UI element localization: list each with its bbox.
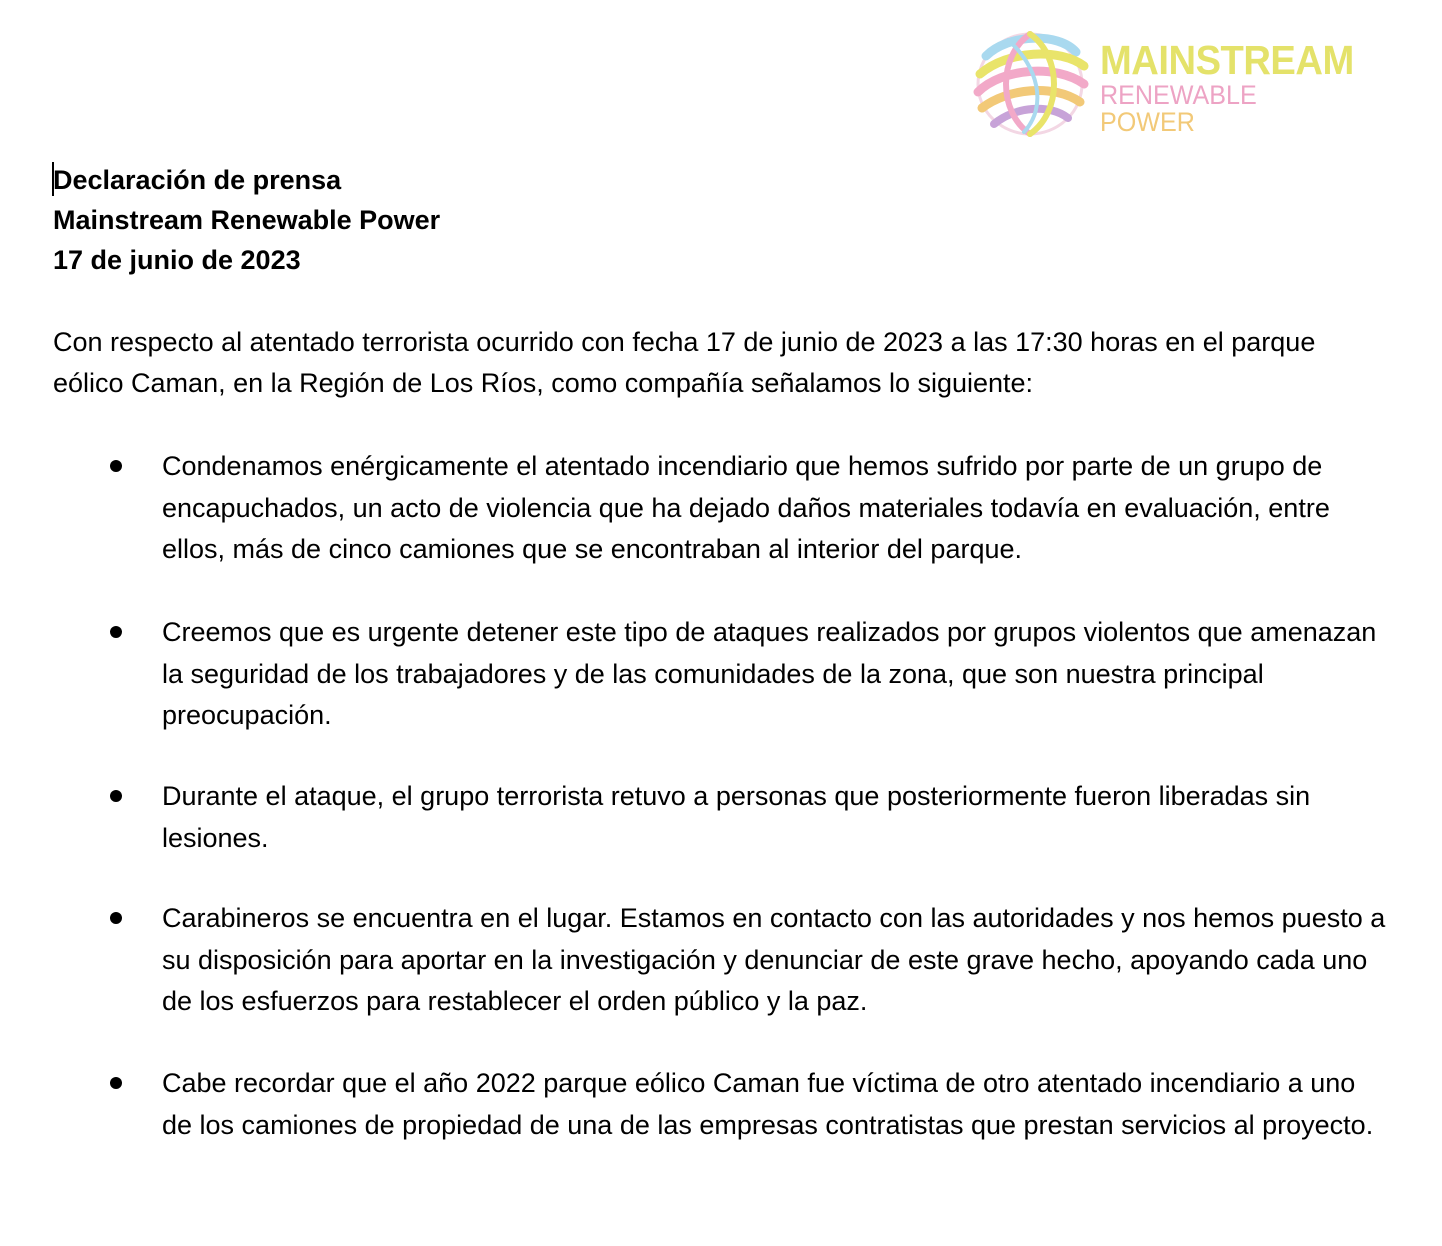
logo-line-renewable: RENEWABLE xyxy=(1100,80,1257,110)
press-date: 17 de junio de 2023 xyxy=(53,245,301,275)
globe-ribbon-icon xyxy=(968,26,1093,142)
intro-paragraph: Con respecto al atentado terrorista ocurrido con fecha 17 de junio de 2023 a las 17:30 horas en el parque eólico Caman, en la Región de Los Ríos, como compañía señalamos lo siguiente: xyxy=(53,327,1316,398)
press-company: Mainstream Renewable Power xyxy=(53,205,441,235)
bullet-text: Durante el ataque, el grupo terrorista retuvo a personas que posteriormente fueron liberadas sin lesiones. xyxy=(162,781,1311,853)
bullet-icon xyxy=(110,790,122,802)
bullet-text: Carabineros se encuentra en el lugar. Estamos en contacto con las autoridades y nos hemos puesto a su disposición para aportar en la investigación y denunciar de este grave hecho, apoyando cada uno de los esfuerzos para restablecer el orden público y la paz. xyxy=(162,903,1386,1016)
bullet-icon xyxy=(110,626,122,638)
bullet-icon xyxy=(110,912,122,924)
logo-line-mainstream: MAINSTREAM xyxy=(1100,37,1354,83)
press-header xyxy=(53,160,440,280)
bullet-text: Condenamos enérgicamente el atentado incendiario que hemos sufrido por parte de un grupo de encapuchados, un acto de violencia que ha dejado daños materiales todavía en evaluación, entre ellos, más de cinco camiones que se encontraban al interior del parque. xyxy=(162,451,1330,564)
logo-line-power: POWER xyxy=(1100,107,1195,137)
bullet-text: Creemos que es urgente detener este tipo de ataques realizados por grupos violentos que amenazan la seguridad de los trabajadores y de las comunidades de la zona, que son nuestra principal preocupación. xyxy=(162,617,1377,730)
bullet-text: Cabe recordar que el año 2022 parque eólico Caman fue víctima de otro atentado incendiario a uno de los camiones de propiedad de una de las empresas contratistas que prestan servicios al proyecto. xyxy=(162,1068,1374,1140)
bullet-icon xyxy=(110,460,122,472)
press-title: Declaración de prensa xyxy=(53,165,342,195)
logo-wordmark xyxy=(1100,37,1373,137)
bullet-icon xyxy=(110,1077,122,1089)
company-logo xyxy=(968,26,1368,146)
